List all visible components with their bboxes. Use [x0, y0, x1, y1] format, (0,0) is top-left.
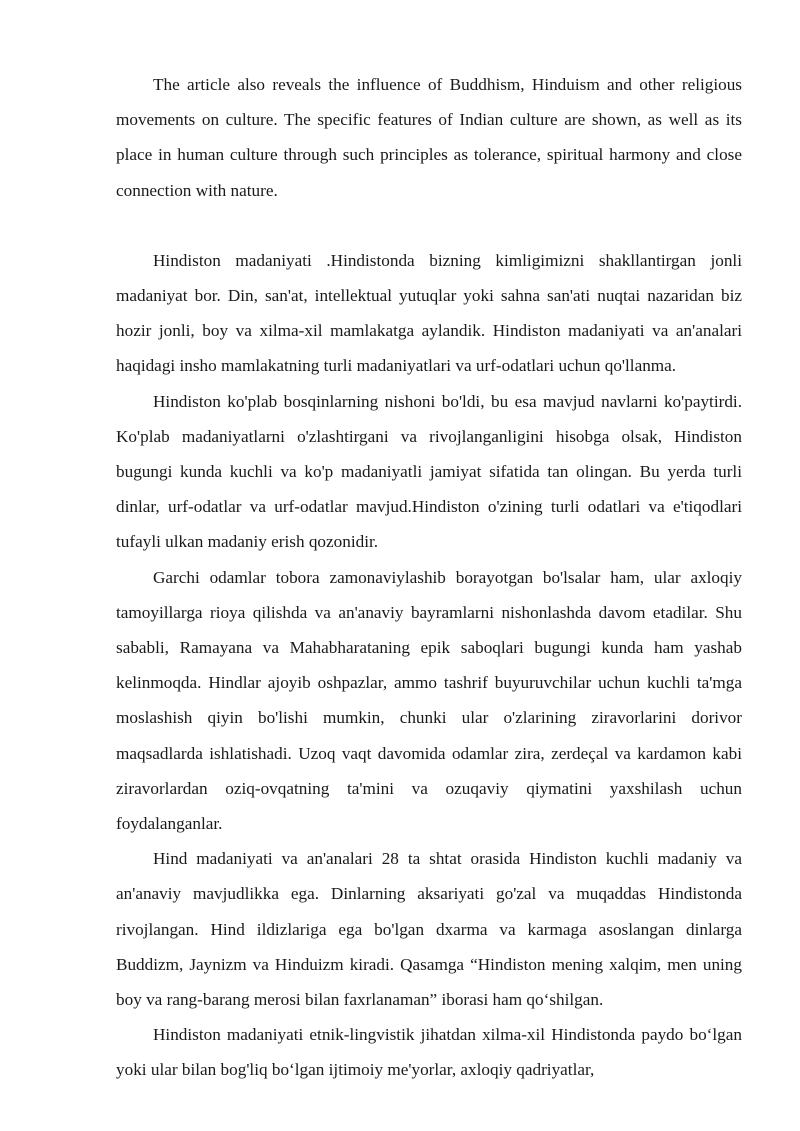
paragraph-religions: Hind madaniyati va an'analari 28 ta shtat orasida Hindiston kuchli madaniy va an'anaviy mavjudlikka ega. Dinlarning aksariyati go'zal va muqaddas Hindistonda rivojlangan. Hind ildizlariga ega bo'lgan dxarma va karmaga asoslangan dinlarga Buddizm, Jaynizm va Hinduizm kiradi. Qasamga “Hindiston mening xalqim, men uning boy va rang-barang merosi bilan faxrlanaman” iborasi ham qo‘shilgan. [116, 849, 742, 1010]
paragraph-invasions: Hindiston ko'plab bosqinlarning nishoni bo'ldi, bu esa mavjud navlarni ko'paytirdi. Ko'plab madaniyatlarni o'zlashtirgani va rivojlanganligini hisobga olsak, Hindiston bugungi kunda kuchli va ko'p madaniyatli jamiyat sifatida tan olingan. Bu yerda turli dinlar, urf-odatlar va urf-odatlar mavjud.Hindiston o'zining turli odatlari va e'tiqodlari tufayli ulkan madaniy erish qozonidir. [116, 391, 742, 552]
paragraph-abstract-english: The article also reveals the influence of Buddhism, Hinduism and other religious movements on culture. The specific features of Indian culture are shown, as well as its place in human culture through such principles as tolerance, spiritual harmony and close connection with nature. [116, 75, 742, 200]
paragraph-traditions-spices: Garchi odamlar tobora zamonaviylashib borayotgan bo'lsalar ham, ular axloqiy tamoyillarga rioya qilishda va an'anaviy bayramlarni nishonlashda davom etadilar. Shu sababli, Ramayana va Mahabharataning epik saboqlari bugungi kunda ham yashab kelinmoqda. Hindlar ajoyib oshpazlar, ammo tashrif buyuruvchilar uchun kuchli ta'mga moslashish qiyin bo'lishi mumkin, chunki ular o'zlarining ziravorlarini dorivor maqsadlarda ishlatishadi. Uzoq vaqt davomida odamlar zira, zerdeçal va kardamon kabi ziravorlardan oziq-ovqatning ta'mini va ozuqaviy qiymatini yaxshilash uchun foydalanganlar. [116, 567, 742, 834]
paragraph-indian-culture-intro: Hindiston madaniyati .Hindistonda bizning kimligimizni shakllantirgan jonli madaniyat bor. Din, san'at, intellektual yutuqlar yoki sahna san'ati nuqtai nazaridan biz hozir jonli, boy va xilma-xil mamlakatga aylandik. Hindiston madaniyati va an'analari haqidagi insho mamlakatning turli madaniyatlari va urf-odatlari uchun qo'llanma. [116, 250, 742, 376]
document-page [116, 67, 742, 1088]
paragraph-ethno-linguistic: Hindiston madaniyati etnik-lingvistik jihatdan xilma-xil Hindistonda paydo bo‘lgan yoki ular bilan bog'liq bo‘lgan ijtimoiy me'yorlar, axloqiy qadriyatlar, [116, 1025, 742, 1080]
